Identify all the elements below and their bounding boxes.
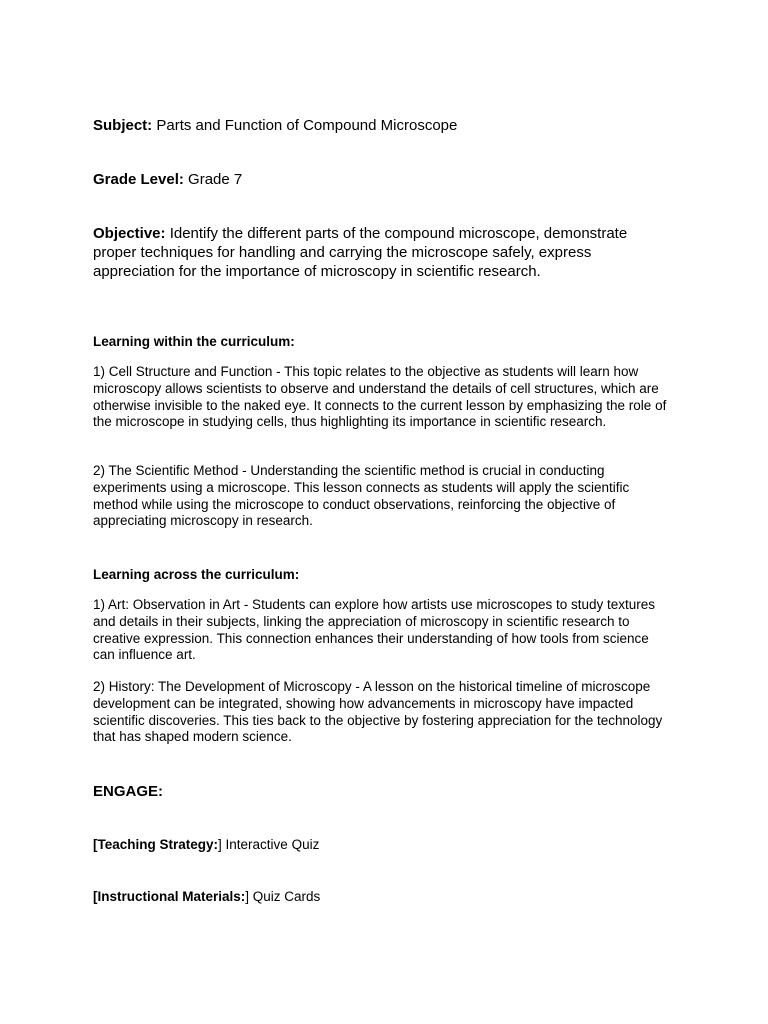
objective-label: Objective: bbox=[93, 225, 166, 242]
within-curriculum-heading: Learning within the curriculum: bbox=[93, 334, 295, 349]
across-item-2: 2) History: The Development of Microscopy - A lesson on the historical timeline of microscope development can be integrated, showing how advancements in microscopy have impacted scientific discoveries. This ties back to the objective by fostering appreciation for the technology that has shaped modern science. bbox=[93, 679, 663, 745]
engage-heading: ENGAGE: bbox=[93, 783, 164, 800]
grade-level-label: Grade Level: bbox=[93, 171, 184, 188]
grade-level-value: Grade 7 bbox=[183, 171, 243, 188]
subject-line bbox=[93, 116, 683, 135]
across-item-1: 1) Art: Observation in Art - Students can explore how artists use microscopes to study textures and details in their subjects, linking the appreciation of microscopy in scientific research to creative expression. This connection enhances their understanding of how tools from science can influence art. bbox=[93, 597, 656, 663]
grade-level-line bbox=[93, 170, 683, 189]
teaching-strategy-value: ] Interactive Quiz bbox=[218, 837, 320, 852]
within-item-1: 1) Cell Structure and Function - This topic relates to the objective as students will learn how microscopy allows scientists to observe and understand the details of cell structures, which are otherwise invisible to the naked eye. It connects to the current lesson by emphasizing the role of the microscope in studying cells, thus highlighting its importance in scientific research. bbox=[93, 364, 667, 430]
teaching-strategy-line bbox=[93, 836, 319, 853]
subject-label: Subject: bbox=[93, 117, 153, 134]
within-item-2: 2) The Scientific Method - Understanding the scientific method is crucial in conducting experiments using a microscope. This lesson connects as students will apply the scientific method while using the microscope to conduct observations, reinforcing the objective of appreciating microscopy in research. bbox=[93, 463, 630, 529]
objective-value: Identify the different parts of the compound microscope, demonstrate proper techniques for handling and carrying the microscope safely, express appreciation for the importance of microscopy in scientific research. bbox=[93, 225, 628, 280]
objective-paragraph bbox=[93, 224, 653, 281]
instructional-materials-line bbox=[93, 888, 320, 905]
subject-value: Parts and Function of Compound Microscope bbox=[152, 117, 458, 134]
instructional-materials-value: ] Quiz Cards bbox=[245, 889, 321, 904]
across-curriculum-heading: Learning across the curriculum: bbox=[93, 567, 300, 582]
instructional-materials-label: [Instructional Materials: bbox=[93, 889, 246, 904]
teaching-strategy-label: [Teaching Strategy: bbox=[93, 837, 219, 852]
